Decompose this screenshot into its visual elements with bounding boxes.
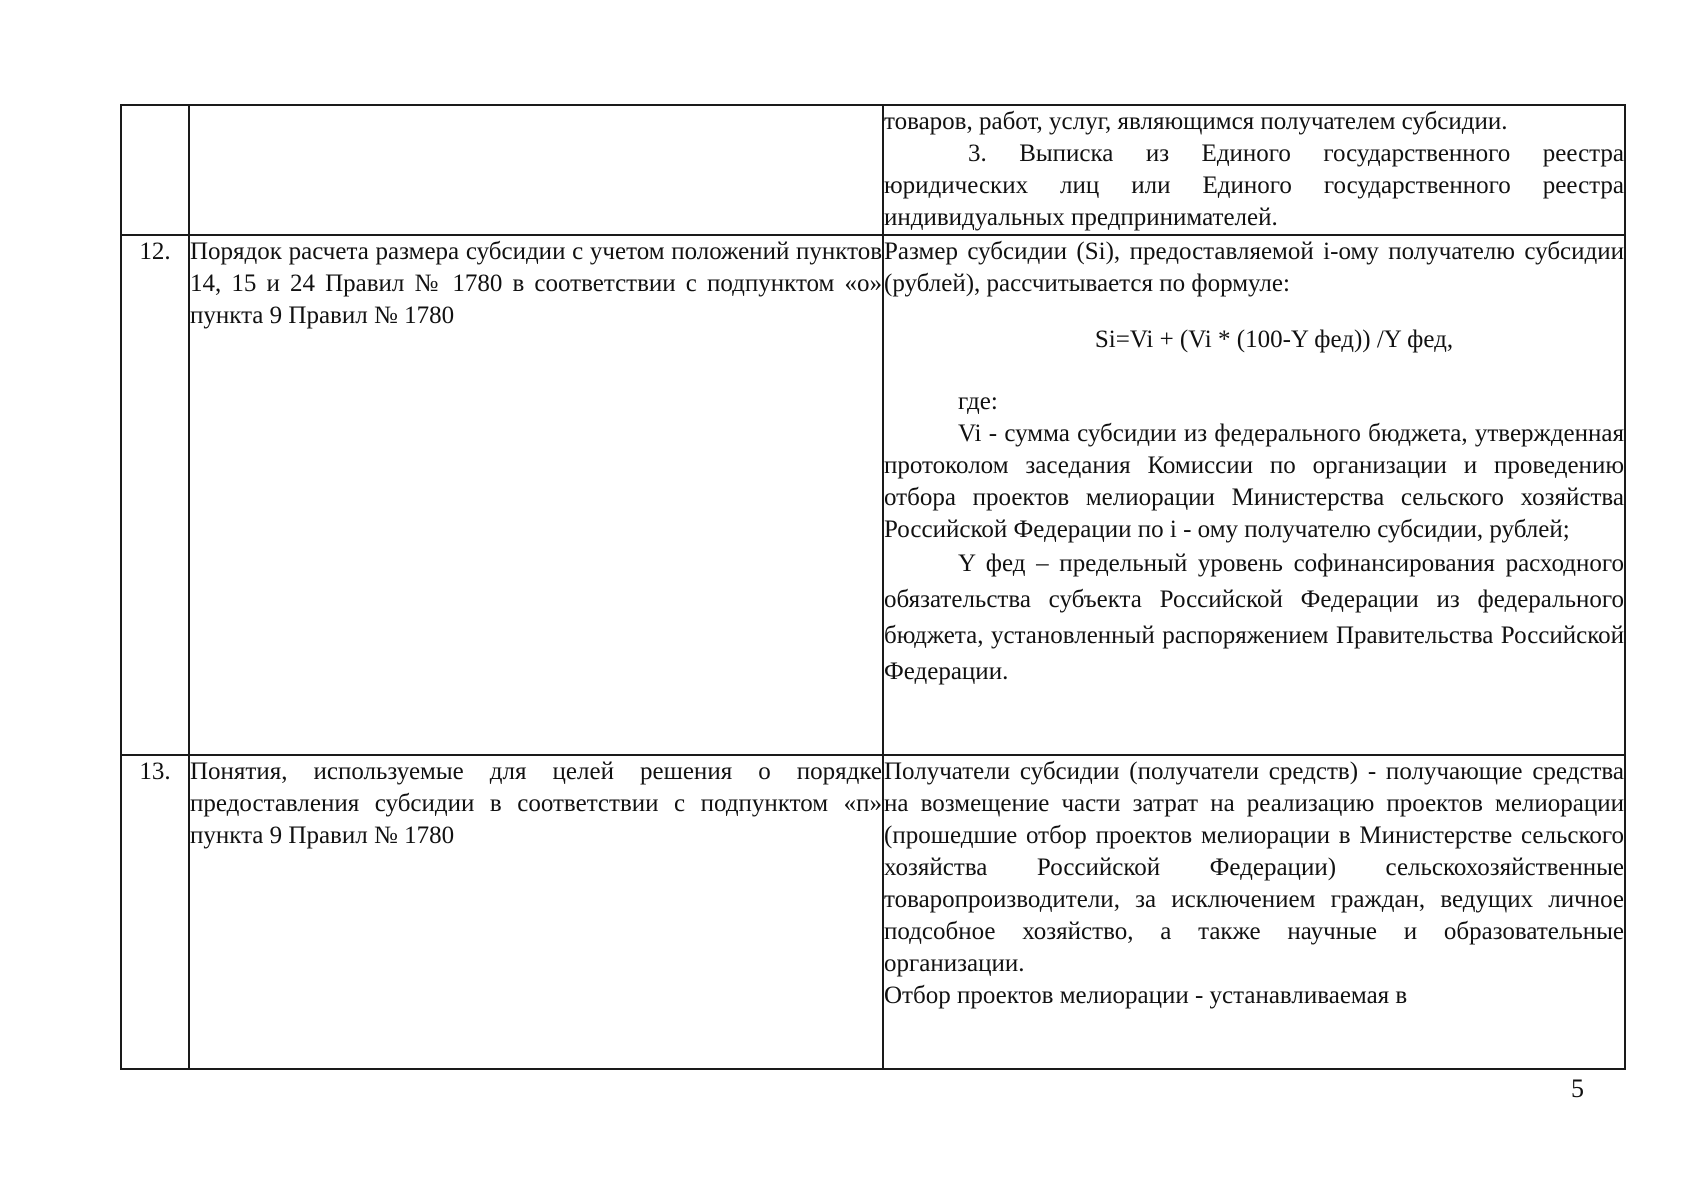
where-label: где: <box>958 388 998 415</box>
table-row-continuation <box>121 105 1625 235</box>
row-number: 12. <box>121 235 189 755</box>
row-content-cell <box>883 235 1625 755</box>
definitions <box>884 418 1624 690</box>
formula-intro: Размер субсидии (Si), предоставляемой i-ому получателю субсидии (рублей), рассчитывается по формуле: <box>884 238 1624 297</box>
definition-vi: Vi - сумма субсидии из федерального бюджета, утвержденная протоколом заседания Комиссии по организации и проведению отбора проектов мелиорации Министерства сельского хозяйства Российской Федерации по i - ому получателю субсидии, рублей; <box>884 420 1624 543</box>
page-number: 5 <box>1571 1074 1584 1103</box>
table-row-12 <box>121 235 1625 755</box>
row-number-cell-empty <box>121 105 189 235</box>
row-name <box>189 755 883 1069</box>
row-content-cell <box>883 755 1625 1069</box>
content-table <box>120 104 1626 1070</box>
formula: Si=Vi + (Vi * (100-Y фед)) /Y фед, <box>1094 326 1454 353</box>
row-name <box>189 235 883 755</box>
row-number: 13. <box>121 755 189 1069</box>
definition-selection: Отбор проектов мелиорации - устанавливаемая в <box>884 982 1408 1009</box>
row-name-text: Понятия, используемые для целей решения о порядке предоставления субсидии в соответствии с подпунктом «п» пункта 9 Правил № 1780 <box>190 758 882 849</box>
definition-recipients: Получатели субсидии (получатели средств) - получающие средства на возмещение части затрат на реализацию проектов мелиорации (прошедшие отбор проектов мелиорации в Министерстве сельского хозяйства Российской Федерации) сельскохозяйственные товаропроизводители, за исключением граждан, ведущих личное подсобное хозяйство, а также научные и образовательные организации. <box>884 758 1624 977</box>
row-name-cell-empty <box>189 105 883 235</box>
row-name-text: Порядок расчета размера субсидии с учетом положений пунктов 14, 15 и 24 Правил № 1780 в соответствии с подпунктом «о» пункта 9 Правил № 1780 <box>190 238 882 329</box>
definition-y-fed: Y фед – предельный уровень софинансирования расходного обязательства субъекта Российской Федерации из федерального бюджета, установленный распоряжением Правительства Российской Федерации. <box>884 550 1624 685</box>
extract-item: 3. Выписка из Единого государственного реестра юридических лиц или Единого государственного реестра индивидуальных предпринимателей. <box>884 140 1624 231</box>
row-content-cell <box>883 105 1625 235</box>
continuation-line: товаров, работ, услуг, являющимся получателем субсидии. <box>884 108 1508 135</box>
table-row-13 <box>121 755 1625 1069</box>
